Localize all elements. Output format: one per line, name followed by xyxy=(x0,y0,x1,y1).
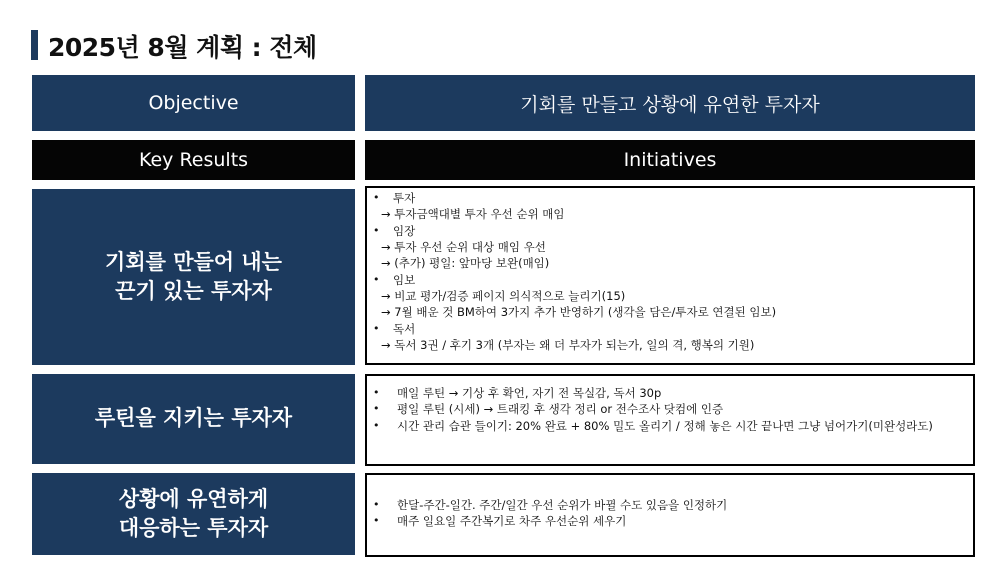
item-head: 임장 xyxy=(393,223,416,238)
item-sub: → 투자금액대별 투자 우선 순위 매임 xyxy=(381,207,565,222)
list-item: • 평일 루틴 (시세) → 트래킹 후 생각 정리 or 전수조사 닷컴에 인증 xyxy=(369,401,965,417)
list-item: • 한달-주간-일간. 주간/일간 우선 순위가 바뀔 수도 있음을 인정하기 xyxy=(369,497,965,513)
list-item: • 매주 일요일 주간복기로 차주 우선순위 세우기 xyxy=(369,513,965,529)
initiatives-3 xyxy=(365,473,975,557)
key-result-1-line1: 기회를 만들어 내는 xyxy=(105,249,282,274)
key-result-3-line2: 대응하는 투자자 xyxy=(118,516,269,540)
item-sub: → 독서 3권 / 후기 3개 (부자는 왜 더 부자가 되는가, 일의 격, 행복의 기원) xyxy=(381,337,755,352)
list-item xyxy=(369,321,967,354)
title-accent-bar xyxy=(31,30,38,60)
page-title: 2025년 8월 계획 : 전체 xyxy=(48,33,317,62)
key-result-3 xyxy=(32,473,355,555)
initiatives-header-text: Initiatives xyxy=(623,149,717,171)
item-head: 임보 xyxy=(393,272,416,287)
key-result-1-line2: 끈기 있는 투자자 xyxy=(115,279,272,303)
item-head: 독서 xyxy=(393,321,416,336)
key-results-header xyxy=(32,140,355,180)
initiatives-3-list xyxy=(369,497,965,530)
key-result-2 xyxy=(32,374,355,464)
initiatives-header xyxy=(365,140,975,180)
item-sub: → (추가) 평일: 앞마당 보완(매임) xyxy=(381,256,550,271)
list-item: • 시간 관리 습관 들이기: 20% 완료 + 80% 밀도 올리기 / 정해 놓은 시간 끝나면 그냥 넘어가기(미완성라도) xyxy=(369,418,965,434)
item-head: 투자 xyxy=(393,191,416,205)
list-item xyxy=(369,190,967,223)
list-item xyxy=(369,223,967,272)
item-sub: → 비교 평가/검증 페이지 의식적으로 늘리기(15) xyxy=(381,288,626,303)
objective-value xyxy=(365,75,975,131)
initiatives-1-list xyxy=(369,190,967,353)
key-result-1 xyxy=(32,189,355,365)
objective-value-text: 기회를 만들고 상황에 유연한 투자자 xyxy=(520,93,820,116)
item-sub: → 투자 우선 순위 대상 매임 우선 xyxy=(381,239,546,254)
list-item: • 매일 루틴 → 기상 후 확언, 자기 전 목실감, 독서 30p xyxy=(369,385,965,401)
objective-label-text: Objective xyxy=(148,92,239,114)
initiatives-2-list xyxy=(369,385,965,434)
list-item xyxy=(369,272,967,321)
initiatives-2 xyxy=(365,374,975,466)
key-result-2-line1: 루틴을 지키는 투자자 xyxy=(94,406,293,431)
item-sub: → 7월 배운 것 BM하여 3가지 추가 반영하기 (생각을 담은/투자로 연결된 임보) xyxy=(381,305,777,320)
key-result-3-line1: 상황에 유연하게 xyxy=(118,486,269,511)
initiatives-1 xyxy=(365,186,975,365)
objective-label xyxy=(32,75,355,131)
key-results-header-text: Key Results xyxy=(138,149,249,171)
